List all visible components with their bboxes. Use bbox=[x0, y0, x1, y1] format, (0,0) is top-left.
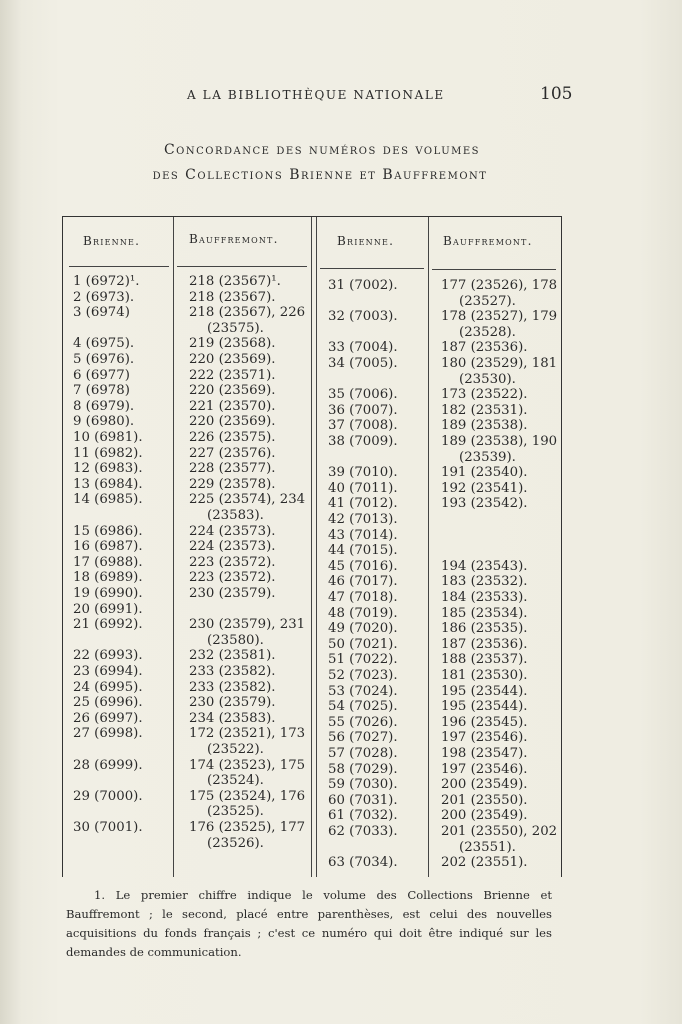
bauffremont-value: 222 (23571). bbox=[189, 367, 276, 383]
left-brienne-cell: 27 (6998). bbox=[73, 726, 143, 742]
right-brienne-cell: 52 (7023). bbox=[328, 668, 398, 683]
footnote bbox=[66, 886, 552, 962]
bauffremont-value: 196 (23545). bbox=[441, 714, 528, 730]
bauffremont-value: 232 (23581). bbox=[189, 648, 276, 664]
right-bauffremont-cell bbox=[441, 434, 557, 465]
bauffremont-value: 187 (23536). bbox=[441, 340, 528, 356]
bauffremont-value: 218 (23567). bbox=[189, 289, 276, 305]
bauffremont-value: 177 (23526), 178 bbox=[441, 278, 558, 293]
left-brienne-cell: 26 (6997). bbox=[73, 710, 143, 726]
right-brienne-cell: 54 (7025). bbox=[328, 699, 398, 715]
right-brienne-cell: 36 (7007). bbox=[328, 402, 398, 418]
bauffremont-value: 176 (23525), 177 bbox=[189, 820, 306, 835]
left-brienne-cell: 10 (6981). bbox=[73, 430, 143, 445]
header-brienne-right: Brienne. bbox=[337, 234, 395, 248]
bauffremont-value: 189 (23538). bbox=[441, 418, 528, 434]
left-bauffremont-cell bbox=[189, 274, 281, 290]
bauffremont-value: 186 (23535). bbox=[441, 621, 528, 637]
bauffremont-value-continued: (23522). bbox=[207, 741, 264, 757]
right-brienne-cell: 34 (7005). bbox=[328, 356, 398, 371]
bauffremont-value-continued: (23551). bbox=[459, 839, 516, 855]
right-brienne-cell: 55 (7026). bbox=[328, 714, 398, 730]
right-bauffremont-cell bbox=[441, 340, 528, 356]
right-brienne-cell: 62 (7033). bbox=[328, 824, 398, 839]
right-brienne-cell: 37 (7008). bbox=[328, 418, 398, 434]
left-brienne-cell: 13 (6984). bbox=[73, 476, 143, 492]
bauffremont-value: 227 (23576). bbox=[189, 445, 276, 461]
right-bauffremont-cell bbox=[441, 715, 528, 731]
right-brienne-cell: 56 (7027). bbox=[328, 730, 398, 746]
left-brienne-cell: 25 (6996). bbox=[73, 695, 143, 711]
left-brienne-cell: 4 (6975). bbox=[73, 336, 135, 352]
left-bauffremont-cell bbox=[189, 492, 305, 523]
left-bauffremont-cell bbox=[189, 555, 276, 571]
left-brienne-cell: 16 (6987). bbox=[73, 539, 143, 555]
right-bauffremont-cell bbox=[441, 387, 528, 403]
bauffremont-value: 229 (23578). bbox=[189, 476, 276, 492]
left-bauffremont-cell bbox=[189, 648, 276, 664]
right-brienne-cell: 48 (7019). bbox=[328, 605, 398, 621]
right-brienne-cell: 53 (7024). bbox=[328, 683, 398, 699]
right-brienne-cell: 33 (7004). bbox=[328, 340, 398, 356]
right-bauffremont-cell bbox=[441, 746, 528, 762]
bauffremont-value: 220 (23569). bbox=[189, 414, 276, 430]
bauffremont-value: 224 (23573). bbox=[189, 539, 276, 555]
bauffremont-value: 223 (23572). bbox=[189, 570, 276, 586]
bauffremont-value: 233 (23582). bbox=[189, 664, 276, 679]
bauffremont-value: 197 (23546). bbox=[441, 730, 528, 746]
right-brienne-cell: 32 (7003). bbox=[328, 309, 398, 325]
footnote-text: 1. Le premier chiffre indique le volume des Collections Brienne et Bauffremont ; le second, placé entre parenthèses, est celui des nouvelles acquisitions du fonds français ; c'est ce numéro qui doit être indiqué sur les demandes de communication. bbox=[66, 888, 552, 959]
bauffremont-value: 202 (23551). bbox=[441, 855, 528, 871]
bauffremont-value: 223 (23572). bbox=[189, 554, 276, 570]
bauffremont-value-continued: (23580). bbox=[207, 632, 264, 648]
bauffremont-value: 197 (23546). bbox=[441, 761, 528, 777]
bauffremont-value: 178 (23527), 179 bbox=[441, 309, 558, 325]
right-bauffremont-cell bbox=[441, 652, 528, 668]
header-rule bbox=[177, 266, 307, 267]
left-bauffremont-cell bbox=[189, 290, 276, 306]
right-bauffremont-cell bbox=[441, 465, 528, 481]
header-rule bbox=[432, 269, 556, 270]
bauffremont-value: 193 (23542). bbox=[441, 496, 528, 512]
left-brienne-cell: 12 (6983). bbox=[73, 461, 143, 477]
right-bauffremont-cell bbox=[441, 278, 557, 309]
bauffremont-value: 233 (23582). bbox=[189, 679, 276, 695]
header-bauffremont-right: Bauffremont. bbox=[443, 234, 533, 248]
right-bauffremont-cell bbox=[441, 684, 528, 700]
left-bauffremont-cell bbox=[189, 789, 305, 820]
right-brienne-cell: 40 (7011). bbox=[328, 480, 398, 496]
left-bauffremont-cell bbox=[189, 586, 276, 602]
table-title-line-1: Concordance des numéros des volumes bbox=[163, 142, 481, 158]
right-bauffremont-cell bbox=[441, 574, 528, 590]
right-bauffremont-cell bbox=[441, 777, 528, 793]
bauffremont-value: 192 (23541). bbox=[441, 480, 528, 496]
left-brienne-cell: 19 (6990). bbox=[73, 586, 143, 601]
right-brienne-cell: 44 (7015). bbox=[328, 543, 398, 559]
bauffremont-value-continued: (23530). bbox=[459, 371, 516, 387]
right-bauffremont-cell bbox=[441, 793, 528, 809]
left-brienne-cell: 6 (6977) bbox=[73, 367, 130, 383]
left-bauffremont-cell bbox=[189, 461, 276, 477]
bauffremont-value: 191 (23540). bbox=[441, 465, 528, 481]
right-brienne-cell: 49 (7020). bbox=[328, 621, 398, 637]
bauffremont-value: 195 (23544). bbox=[441, 683, 528, 699]
right-brienne-cell: 39 (7010). bbox=[328, 465, 398, 481]
left-brienne-cell: 2 (6973). bbox=[73, 289, 135, 305]
bauffremont-value: 194 (23543). bbox=[441, 558, 528, 574]
left-bauffremont-cell bbox=[189, 399, 276, 415]
left-brienne-cell: 7 (6978) bbox=[73, 383, 130, 399]
bauffremont-value: 224 (23573). bbox=[189, 523, 276, 539]
right-brienne-cell: 46 (7017). bbox=[328, 574, 398, 590]
left-bauffremont-cell bbox=[189, 477, 276, 493]
bauffremont-value: 234 (23583). bbox=[189, 710, 276, 726]
left-bauffremont-cell bbox=[189, 680, 276, 696]
right-brienne-cell: 51 (7022). bbox=[328, 652, 398, 668]
left-brienne-cell: 14 (6985). bbox=[73, 492, 143, 508]
right-brienne-cell: 61 (7032). bbox=[328, 808, 398, 824]
left-bauffremont-cell bbox=[189, 539, 276, 555]
right-bauffremont-cell bbox=[441, 309, 557, 340]
right-brienne-cell: 31 (7002). bbox=[328, 278, 398, 293]
left-brienne-cell: 1 (6972)¹. bbox=[73, 274, 140, 289]
left-bauffremont-cell bbox=[189, 726, 305, 757]
left-brienne-cell: 17 (6988). bbox=[73, 554, 143, 570]
right-bauffremont-cell bbox=[441, 668, 528, 684]
right-brienne-cell: 45 (7016). bbox=[328, 558, 398, 574]
left-bauffremont-cell bbox=[189, 336, 276, 352]
left-bauffremont-cell bbox=[189, 664, 276, 680]
bauffremont-value-continued: (23583). bbox=[207, 507, 264, 523]
left-brienne-cell: 22 (6993). bbox=[73, 648, 143, 664]
right-bauffremont-cell bbox=[441, 621, 528, 637]
bauffremont-value: 200 (23549). bbox=[441, 777, 528, 793]
right-bauffremont-cell bbox=[441, 762, 528, 778]
left-bauffremont-cell bbox=[189, 695, 276, 711]
right-bauffremont-cell bbox=[441, 481, 528, 497]
bauffremont-value-continued: (23528). bbox=[459, 324, 516, 340]
bauffremont-value: 180 (23529), 181 bbox=[441, 356, 558, 371]
bauffremont-value: 189 (23538), 190 bbox=[441, 434, 558, 449]
bauffremont-value: 200 (23549). bbox=[441, 808, 528, 824]
bauffremont-value: 226 (23575). bbox=[189, 430, 276, 445]
left-bauffremont-cell bbox=[189, 617, 305, 648]
right-bauffremont-cell bbox=[441, 808, 528, 824]
right-brienne-cell: 38 (7009). bbox=[328, 434, 398, 449]
left-brienne-cell: 9 (6980). bbox=[73, 414, 135, 430]
bauffremont-value: 198 (23547). bbox=[441, 746, 528, 761]
bauffremont-value: 182 (23531). bbox=[441, 402, 528, 418]
left-brienne-cell: 5 (6976). bbox=[73, 352, 135, 367]
bauffremont-value: 187 (23536). bbox=[441, 636, 528, 652]
right-bauffremont-cell bbox=[441, 637, 528, 653]
left-brienne-cell: 21 (6992). bbox=[73, 617, 143, 633]
bauffremont-value-continued: (23527). bbox=[459, 293, 516, 309]
header-rule bbox=[320, 268, 424, 269]
bauffremont-value: 230 (23579). bbox=[189, 695, 276, 711]
bauffremont-value: 201 (23550), 202 bbox=[441, 824, 558, 839]
right-brienne-cell: 58 (7029). bbox=[328, 761, 398, 777]
column-divider bbox=[428, 217, 429, 877]
right-bauffremont-cell bbox=[441, 403, 528, 419]
table-title-line-2: des Collections Brienne et Bauffremont bbox=[152, 167, 488, 183]
bauffremont-value: 225 (23574), 234 bbox=[189, 492, 306, 508]
header-bauffremont-left: Bauffremont. bbox=[189, 232, 279, 246]
right-bauffremont-cell bbox=[441, 730, 528, 746]
bauffremont-value: 175 (23524), 176 bbox=[189, 788, 306, 804]
bauffremont-value: 184 (23533). bbox=[441, 590, 528, 605]
column-divider-double bbox=[311, 217, 312, 877]
right-brienne-cell: 43 (7014). bbox=[328, 527, 398, 543]
left-bauffremont-cell bbox=[189, 414, 276, 430]
left-brienne-cell: 18 (6989). bbox=[73, 570, 143, 586]
right-bauffremont-cell bbox=[441, 559, 528, 575]
bauffremont-value: 220 (23569). bbox=[189, 383, 276, 399]
left-bauffremont-cell bbox=[189, 368, 276, 384]
bauffremont-value: 185 (23534). bbox=[441, 605, 528, 621]
right-bauffremont-cell bbox=[441, 356, 557, 387]
bauffremont-value: 183 (23532). bbox=[441, 574, 528, 590]
right-bauffremont-cell bbox=[441, 855, 528, 871]
bauffremont-value: 188 (23537). bbox=[441, 652, 528, 668]
left-bauffremont-cell bbox=[189, 352, 276, 368]
left-brienne-cell: 28 (6999). bbox=[73, 757, 143, 773]
left-bauffremont-cell bbox=[189, 711, 276, 727]
left-bauffremont-cell bbox=[189, 758, 305, 789]
bauffremont-value: 181 (23530). bbox=[441, 668, 528, 683]
left-bauffremont-cell bbox=[189, 383, 276, 399]
left-brienne-cell: 30 (7001). bbox=[73, 820, 143, 835]
left-bauffremont-cell bbox=[189, 305, 305, 336]
right-brienne-cell: 41 (7012). bbox=[328, 496, 398, 512]
page-number: 105 bbox=[540, 84, 573, 104]
header-brienne-left: Brienne. bbox=[83, 234, 141, 248]
left-bauffremont-cell bbox=[189, 524, 276, 540]
bauffremont-value: 173 (23522). bbox=[441, 387, 528, 403]
right-brienne-cell: 59 (7030). bbox=[328, 777, 398, 793]
bauffremont-value: 201 (23550). bbox=[441, 792, 528, 808]
left-brienne-cell: 29 (7000). bbox=[73, 788, 143, 804]
right-brienne-cell: 57 (7028). bbox=[328, 746, 398, 761]
bauffremont-value: 230 (23579), 231 bbox=[189, 617, 306, 633]
right-bauffremont-cell bbox=[441, 590, 528, 606]
right-bauffremont-cell bbox=[441, 699, 528, 715]
bauffremont-value-continued: (23524). bbox=[207, 773, 264, 789]
left-bauffremont-cell bbox=[189, 570, 276, 586]
right-brienne-cell: 42 (7013). bbox=[328, 512, 398, 527]
bauffremont-value: 228 (23577). bbox=[189, 461, 276, 477]
column-divider bbox=[173, 217, 174, 877]
bauffremont-value: 174 (23523), 175 bbox=[189, 757, 306, 773]
bauffremont-value-continued: (23575). bbox=[207, 320, 264, 336]
right-bauffremont-cell bbox=[441, 824, 557, 855]
left-brienne-cell: 8 (6979). bbox=[73, 398, 135, 414]
bauffremont-value-continued: (23525). bbox=[207, 804, 264, 820]
bauffremont-value: 230 (23579). bbox=[189, 586, 276, 601]
right-bauffremont-cell bbox=[441, 496, 528, 512]
header-rule bbox=[69, 266, 169, 267]
left-brienne-cell: 23 (6994). bbox=[73, 664, 143, 679]
left-brienne-cell: 11 (6982). bbox=[73, 445, 143, 461]
right-brienne-cell: 35 (7006). bbox=[328, 387, 398, 403]
right-brienne-cell: 60 (7031). bbox=[328, 792, 398, 808]
concordance-table bbox=[62, 216, 562, 877]
bauffremont-value: 218 (23567), 226 bbox=[189, 305, 306, 321]
column-divider-double bbox=[316, 217, 317, 877]
left-brienne-cell: 15 (6986). bbox=[73, 523, 143, 539]
bauffremont-value: 220 (23569). bbox=[189, 352, 276, 367]
right-bauffremont-cell bbox=[441, 418, 528, 434]
right-brienne-cell: 47 (7018). bbox=[328, 590, 398, 605]
right-brienne-cell: 50 (7021). bbox=[328, 636, 398, 652]
right-brienne-cell: 63 (7034). bbox=[328, 855, 398, 871]
left-brienne-cell: 24 (6995). bbox=[73, 679, 143, 695]
running-head: A LA BIBLIOTHÈQUE NATIONALE bbox=[187, 88, 445, 102]
left-bauffremont-cell bbox=[189, 446, 276, 462]
bauffremont-value: 219 (23568). bbox=[189, 336, 276, 352]
left-bauffremont-cell bbox=[189, 820, 305, 851]
bauffremont-value: 218 (23567)¹. bbox=[189, 274, 281, 289]
left-brienne-cell: 3 (6974) bbox=[73, 305, 130, 321]
bauffremont-value: 172 (23521), 173 bbox=[189, 726, 306, 742]
bauffremont-value-continued: (23526). bbox=[207, 835, 264, 851]
bauffremont-value-continued: (23539). bbox=[459, 449, 516, 465]
right-bauffremont-cell bbox=[441, 606, 528, 622]
left-brienne-cell: 20 (6991). bbox=[73, 601, 143, 617]
bauffremont-value: 221 (23570). bbox=[189, 398, 276, 414]
bauffremont-value: 195 (23544). bbox=[441, 699, 528, 715]
left-bauffremont-cell bbox=[189, 430, 276, 446]
